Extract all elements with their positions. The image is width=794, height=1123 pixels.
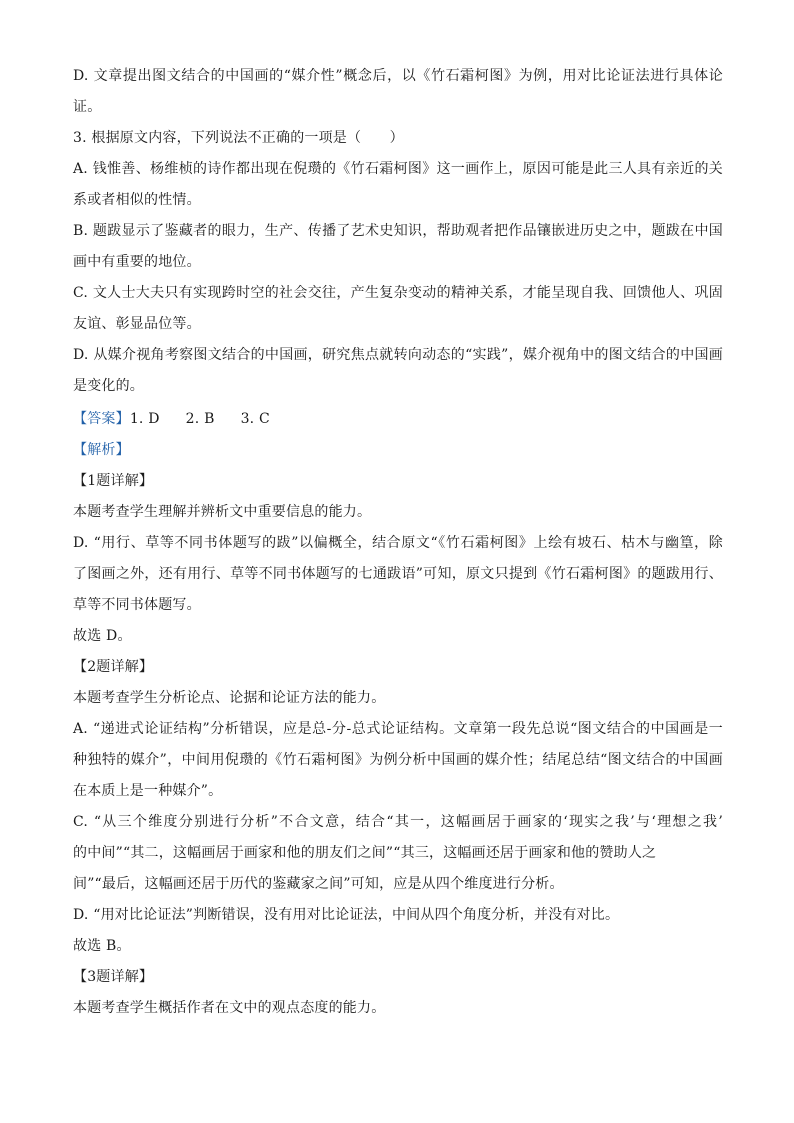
q2-line-6: 间”“最后，这幅画还居于历代的鉴藏家之间”可知，应是从四个维度进行分析。: [73, 876, 564, 892]
q2-line-1: A. “递进式论证结构”分析错误，应是总-分-总式论证结构。文章第一段先总说“图文结合的中国画是一: [73, 721, 723, 737]
q2-conclusion: 故选 B。: [73, 938, 131, 954]
q1-line-1: D. “用行、草等不同书体题写的跋”以偏概全，结合原文“《竹石霜柯图》上绘有坡石、枯木与幽篁，除: [73, 535, 723, 551]
answer-item-1: 1. D: [129, 411, 160, 427]
q1-conclusion: 故选 D。: [73, 628, 132, 644]
q3-option-c-line-2: 友谊、彰显品位等。: [73, 316, 201, 332]
answer-label: 【答案】: [73, 411, 130, 427]
q1-intro: 本题考查学生理解并辨析文中重要信息的能力。: [73, 504, 372, 520]
answer-line: [73, 409, 723, 429]
q1-line-2: 了图画之外，还有用行、草等不同书体题写的七通跋语”可知，原文只提到《竹石霜柯图》的题跋用行、: [73, 566, 723, 582]
question-3-stem: 3. 根据原文内容，下列说法不正确的一项是（ ）: [73, 130, 404, 146]
q2-intro: 本题考查学生分析论点、论据和论证方法的能力。: [73, 690, 386, 706]
answer-item-3: 3. C: [240, 411, 270, 427]
q3-option-b-line-1: B. 题跋显示了鉴藏者的眼力，生产、传播了艺术史知识，帮助观者把作品镶嵌进历史之中，题跋在中国: [73, 223, 723, 239]
q3-option-d-line-1: D. 从媒介视角考察图文结合的中国画，研究焦点就转向动态的“实践”，媒介视角中的图文结合的中国画: [73, 347, 723, 363]
q3-intro: 本题考查学生概括作者在文中的观点态度的能力。: [73, 1000, 386, 1016]
q2-line-4: C. “从三个维度分别进行分析”不合文意，结合“其一，这幅画居于画家的‘现实之我’与‘理想之我’: [73, 814, 723, 830]
q3-option-a-line-1: A. 钱惟善、杨维桢的诗作都出现在倪瓒的《竹石霜柯图》这一画作上，原因可能是此三人具有亲近的关: [73, 161, 723, 177]
answer-item-2: 2. B: [185, 411, 215, 427]
q1-detail-heading: 【1题详解】: [73, 473, 154, 489]
q2-option-d-line-2: 证。: [73, 99, 102, 115]
q2-line-2: 种独特的媒介”，中间用倪瓒的《竹石霜柯图》为例分析中国画的媒介性；结尾总结“图文结合的中国画: [73, 752, 723, 768]
q2-option-d-line-1: D. 文章提出图文结合的中国画的“媒介性”概念后，以《竹石霜柯图》为例，用对比论证法进行具体论: [73, 68, 723, 84]
q3-option-b-line-2: 画中有重要的地位。: [73, 254, 201, 270]
q3-option-a-line-2: 系或者相似的性情。: [73, 192, 201, 208]
q3-option-d-line-2: 是变化的。: [73, 378, 144, 394]
q1-line-3: 草等不同书体题写。: [73, 597, 201, 613]
q3-detail-heading: 【3题详解】: [73, 969, 154, 985]
q3-option-c-line-1: C. 文人士大夫只有实现跨时空的社会交往，产生复杂变动的精神关系，才能呈现自我、回馈他人、巩固: [73, 285, 723, 301]
q2-line-3: 在本质上是一种媒介”。: [73, 783, 223, 799]
q2-detail-heading: 【2题详解】: [73, 659, 154, 675]
q2-line-7: D. “用对比论证法”判断错误，没有用对比论证法，中间从四个角度分析，并没有对比。: [73, 907, 620, 923]
analysis-label: 【解析】: [73, 442, 130, 458]
q2-line-5: 的中间”“其二，这幅画居于画家和他的朋友们之间”“其三，这幅画还居于画家和他的赞助人之: [73, 845, 657, 861]
